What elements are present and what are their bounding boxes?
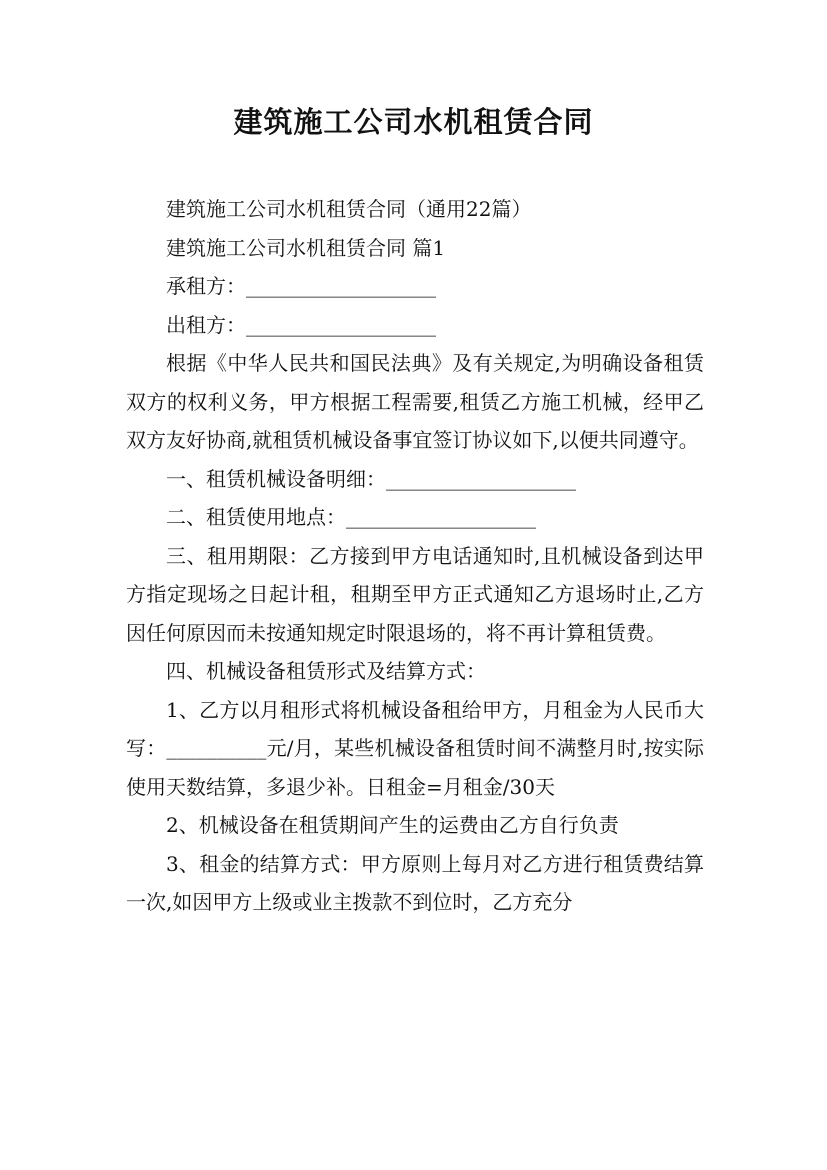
paragraph-subtitle: 建筑施工公司水机租赁合同（通用22篇） [166,197,532,221]
paragraph-item-2: 2、机械设备在租赁期间产生的运费由乙方自行负责 [166,813,619,837]
paragraph-lessee: 承租方：___________________ [166,274,436,298]
paragraph-clause-2: 二、租赁使用地点：___________________ [166,505,536,529]
paragraph-clause-4: 四、机械设备租赁形式及结算方式： [166,659,486,683]
paragraph-clause-1: 一、租赁机械设备明细：___________________ [166,466,576,491]
document-title: 建筑施工公司水机租赁合同 [233,105,594,139]
paragraph-section-heading: 建筑施工公司水机租赁合同 篇1 [166,235,446,260]
paragraph-item-3: 3、租金的结算方式：甲方原则上每月对乙方进行租赁费结算一次,如因甲方上级或业主拨款不到位时，乙方充分 [126,851,704,914]
paragraph-item-1: 1、乙方以月租形式将机械设备租给甲方，月租金为人民币大写：__________元/月，某些机械设备租赁时间不满整月时,按实际使用天数结算，多退少补。日租金=月租金/30天 [126,697,704,799]
document-body [126,190,704,922]
paragraph-lessor: 出租方：___________________ [166,312,436,337]
paragraph-clause-3: 三、租用期限：乙方接到甲方电话通知时,且机械设备到达甲方指定现场之日起计租，租期至甲方正式通知乙方退场时止,乙方因任何原因而未按通知规定时限退场的，将不再计算租赁费。 [126,543,704,645]
paragraph-preamble: 根据《中华人民共和国民法典》及有关规定,为明确设备租赁双方的权利义务，甲方根据工程需要,租赁乙方施工机械，经甲乙双方友好协商,就租赁机械设备事宜签订协议如下,以便共同遵守。 [126,351,704,452]
